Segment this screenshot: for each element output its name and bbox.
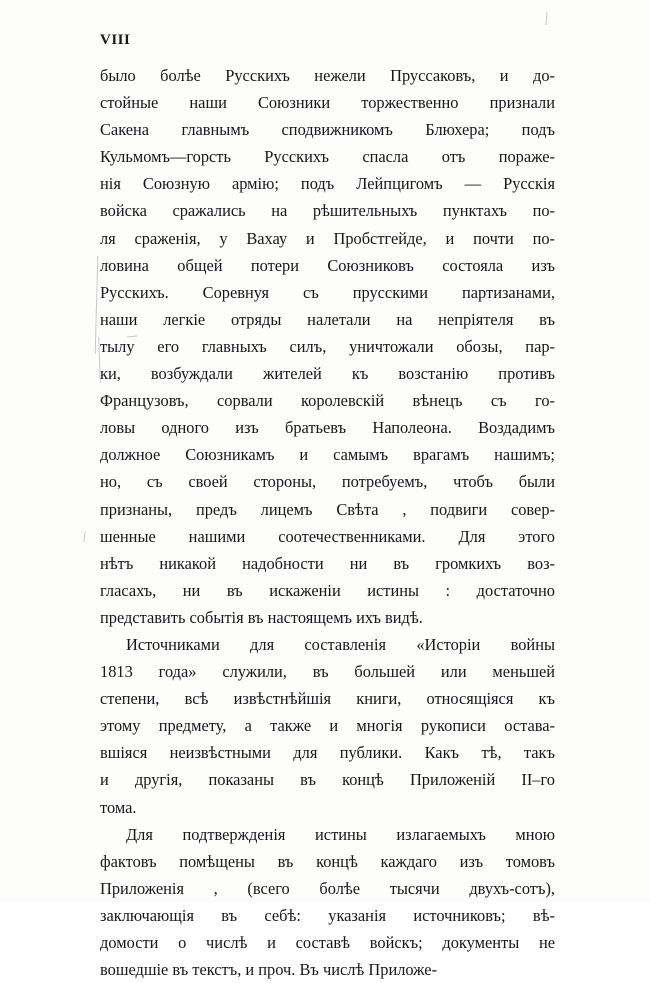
- text-line: наши легкіе отряды налетали на непріятеля въ: [100, 309, 555, 329]
- text-line: Французовъ, сорвали королевскій вѣнецъ съ го-: [100, 391, 555, 411]
- text-line: вошедшіе въ текстъ, и проч. Въ числѣ Приложе-: [100, 960, 438, 980]
- text-line: Источниками для составленія «Исторіи войны: [126, 634, 555, 654]
- text-line: тылу его главныхъ силъ, уничтожали обозы, пар-: [100, 336, 555, 356]
- text-line: Приложенія , (всего болѣе тысячи двухъ-сотъ),: [100, 878, 555, 898]
- text-line: Русскихъ. Соревнуя съ прусскими партизанами,: [100, 282, 555, 302]
- text-line: признаны, предъ лицемъ Свѣта , подвиги совер-: [100, 499, 555, 519]
- text-line: шенные нашими соотечественниками. Для этого: [100, 526, 555, 546]
- text-line: фактовъ помѣщены въ концѣ каждаго изъ томовъ: [100, 851, 555, 871]
- margin-pencil-stroke: [83, 531, 86, 542]
- text-line: Для подтвержденія истины излагаемыхъ мною: [126, 824, 555, 844]
- text-line: степени, всѣ извѣстнѣйшія книги, относящіяся къ: [100, 689, 555, 709]
- text-line: нія Союзную армію; подъ Лейпцигомъ — Русскія: [100, 174, 555, 194]
- text-line: гласахъ, ни въ искаженіи истины : достаточно: [100, 580, 555, 600]
- text-line: 1813 года» служили, въ большей или меньшей: [100, 662, 555, 682]
- margin-pencil-stroke: [546, 12, 548, 25]
- text-line: Сакена главнымъ сподвижникомъ Блюхера; подъ: [100, 120, 555, 140]
- text-line: ки, возбуждали жителей къ возстанію противъ: [100, 364, 555, 384]
- text-line: было болѣе Русскихъ нежели Пруссаковъ, и до-: [100, 66, 555, 85]
- text-line: стойные наши Союзники торжественно признали: [100, 93, 555, 113]
- text-line: ля сраженія, у Вахау и Пробстгейде, и почти по-: [100, 228, 555, 248]
- text-line: вшіяся неизвѣстными для публики. Какъ тѣ, такъ: [100, 743, 555, 763]
- paragraph-1: [100, 62, 555, 631]
- paragraph-3: [100, 821, 555, 983]
- text-line: тома.: [100, 797, 137, 817]
- text-line: этому предмету, а также и многія рукописи остава-: [100, 716, 555, 736]
- text-line: Кульмомъ—горсть Русскихъ спасла отъ пораже-: [100, 147, 555, 167]
- text-line: нѣтъ никакой надобности ни въ громкихъ воз-: [100, 553, 555, 573]
- text-line: домости о числѣ и составѣ войскъ; документы не: [100, 933, 555, 952]
- text-line: ловы одного изъ братьевъ Наполеона. Воздадимъ: [100, 418, 555, 438]
- page-number: VIII: [100, 32, 131, 48]
- text-line: и другія, показаны въ концѣ Приложеній II–го: [100, 770, 555, 790]
- text-line: но, съ своей стороны, потребуемъ, чтобъ были: [100, 472, 555, 492]
- text-line: представить событія въ настоящемъ ихъ видѣ.: [100, 607, 423, 627]
- text-line: заключающія въ себѣ: указанія источниковъ; вѣ-: [100, 905, 555, 925]
- text-line: войска сражались на рѣшительныхъ пунктахъ по-: [100, 201, 555, 221]
- text-line: ловина общей потери Союзниковъ состояла изъ: [100, 255, 555, 275]
- text-line: должное Союзникамъ и самымъ врагамъ нашимъ;: [100, 445, 555, 465]
- page-body-text: [100, 62, 555, 983]
- paragraph-2: [100, 631, 555, 821]
